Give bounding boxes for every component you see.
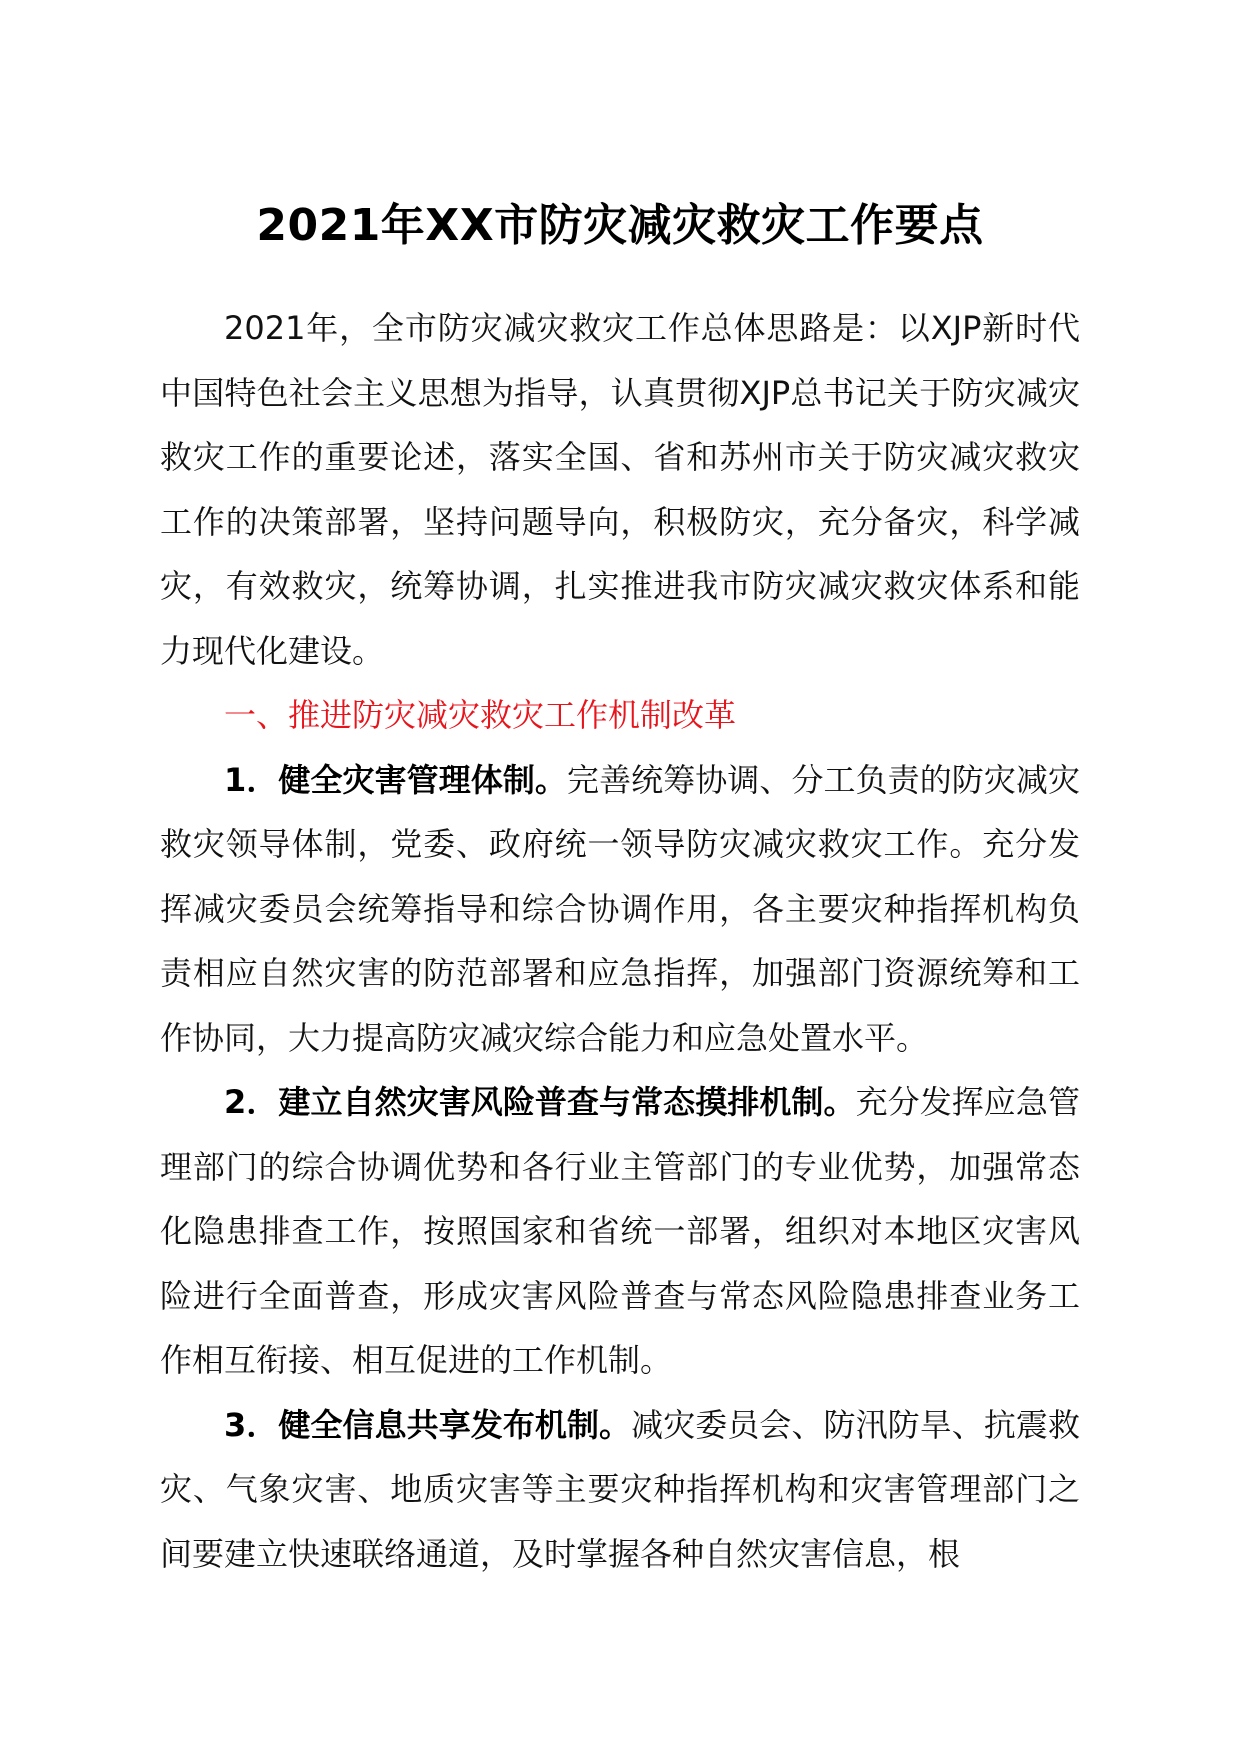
intro-paragraph: 2021年，全市防灾减灾救灾工作总体思路是：以XJP新时代中国特色社会主义思想为指导，认真贯彻XJP总书记关于防灾减灾救灾工作的重要论述，落实全国、省和苏州市关于防灾减灾救灾工作的决策部署，坚持问题导向，积极防灾，充分备灾，科学减灾，有效救灾，统筹协调，扎实推进我市防灾减灾救灾体系和能力现代化建设。 xyxy=(160,309,1080,670)
item-lead-1: 1．健全灾害管理体制。 xyxy=(224,760,567,799)
item-text-1: 完善统筹协调、分工负责的防灾减灾救灾领导体制，党委、政府统一领导防灾减灾救灾工作。充分发挥减灾委员会统筹指导和综合协调作用，各主要灾种指挥机构负责相应自然灾害的防范部署和应急指挥，加强部门资源统筹和工作协同，大力提高防灾减灾综合能力和应急处置水平。 xyxy=(160,760,1080,1057)
item-paragraph-2 xyxy=(160,1070,1080,1393)
item-text-2: 充分发挥应急管理部门的综合协调优势和各行业主管部门的专业优势，加强常态化隐患排查工作，按照国家和省统一部署，组织对本地区灾害风险进行全面普查，形成灾害风险普查与常态风险隐患排查业务工作相互衔接、相互促进的工作机制。 xyxy=(160,1083,1080,1379)
document-title: 2021年XX市防灾减灾救灾工作要点 xyxy=(256,200,984,251)
item-text-3: 减灾委员会、防汛防旱、抗震救灾、气象灾害、地质灾害等主要灾种指挥机构和灾害管理部门之间要建立快速联络通道，及时掌握各种自然灾害信息，根 xyxy=(160,1405,1080,1573)
item-paragraph-1 xyxy=(160,748,1080,1071)
section-heading: 一、推进防灾减灾救灾工作机制改革 xyxy=(224,696,737,734)
item-lead-3: 3．健全信息共享发布机制。 xyxy=(224,1405,632,1444)
item-lead-2: 2．建立自然灾害风险普查与常态摸排机制。 xyxy=(224,1083,856,1121)
item-paragraph-3 xyxy=(160,1393,1080,1587)
document-body xyxy=(160,296,1080,1586)
